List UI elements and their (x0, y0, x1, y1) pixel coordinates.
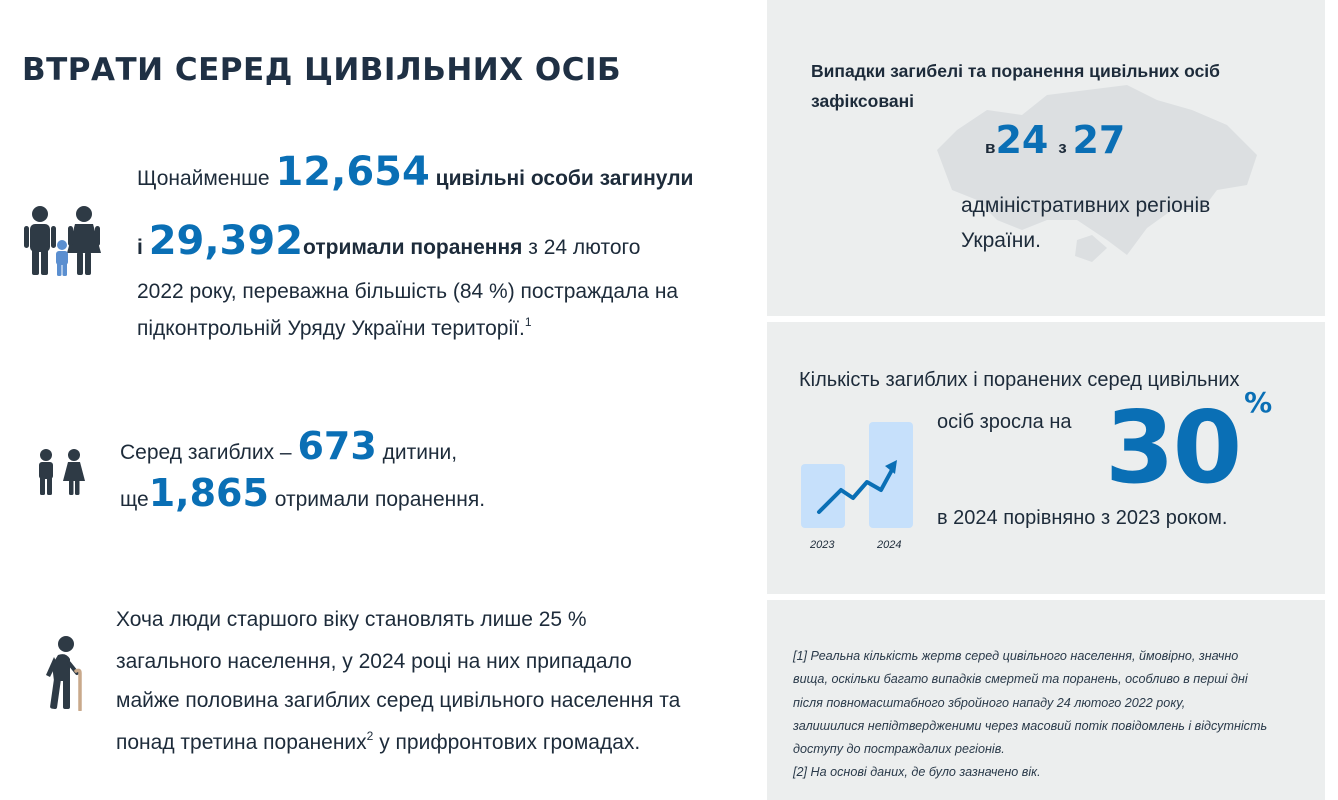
conjunction-text: і (137, 236, 143, 259)
footnote-1-line: після повномасштабного збройного нападу 24 лютого 2022 року, (793, 695, 1186, 710)
killed-count: 12,654 (275, 149, 430, 195)
killed-label: цивільні особи загинули (435, 167, 694, 190)
footnote-1-line: вища, оскільки багато випадків смертей та поранень, особливо в перші дні (793, 672, 1248, 687)
civilians-injured-line (137, 219, 640, 263)
regions-line4: України. (961, 229, 1041, 252)
children-icon (34, 448, 88, 498)
footnote-1-line: доступу до постраждалих регіонів. (793, 742, 1005, 757)
regions-heading-line2: зафіксовані (811, 91, 915, 111)
prefix-text: Щонайменше (137, 167, 270, 190)
children-injured-line (120, 472, 485, 514)
increase-percent (1105, 386, 1273, 506)
increase-line3: в 2024 порівняно з 2023 роком. (937, 507, 1228, 529)
page-title: ВТРАТИ СЕРЕД ЦИВІЛЬНИХ ОСІБ (22, 52, 622, 88)
children-prefix: Серед загиблих – (120, 441, 292, 464)
elderly-line4b: у прифронтових громадах. (379, 731, 641, 754)
footnote-2: [2] На основі даних, де було зазначено вік. (793, 765, 1041, 780)
regions-in-text: в (985, 138, 996, 157)
regions-line3: адміністративних регіонів (961, 194, 1211, 217)
children-prefix2: ще (120, 488, 149, 511)
children-killed-label: дитини, (382, 441, 458, 464)
block1-line3: 2022 року, переважна більшість (84 %) постраждала на (137, 280, 679, 303)
footnote-1-line: [1] Реальна кількість жертв серед цивільного населення, ймовірно, значно (793, 649, 1239, 663)
increase-panel (767, 322, 1325, 594)
block1-line4 (137, 315, 532, 341)
regions-panel (767, 0, 1325, 316)
increase-percent-sign: % (1244, 386, 1273, 419)
regions-heading-line1: Випадки загибелі та поранення цивільних осіб (811, 61, 1220, 81)
regions-of-text: з (1058, 138, 1067, 157)
civilians-killed-line (137, 150, 693, 194)
children-killed-count: 673 (297, 424, 377, 468)
footnote-1-line: залишилися непідтвердженими через масовий потік повідомлень і відсутність (793, 718, 1268, 733)
elderly-line4 (116, 729, 640, 755)
children-injured-label: отримали поранення. (274, 488, 486, 511)
block1-line4-text: підконтрольній Уряду України території. (137, 317, 525, 340)
footnotes (793, 645, 1293, 785)
regions-count: 24 (995, 118, 1049, 162)
regions-count-line (985, 118, 1125, 162)
growth-chart-icon (801, 420, 917, 530)
date-text: з 24 лютого (528, 236, 641, 259)
elderly-line4a: понад третина поранених (116, 731, 367, 754)
children-killed-line (120, 425, 457, 467)
regions-total: 27 (1072, 118, 1126, 162)
elderly-person-icon (40, 635, 86, 711)
increase-percent-value: 30 (1105, 389, 1241, 506)
elderly-line1: Хоча люди старшого віку становлять лише 25 % (116, 608, 587, 631)
elderly-line2: загального населення, у 2024 році на них припадало (116, 650, 632, 673)
family-icon (20, 205, 104, 277)
year-prev-label: 2023 (810, 539, 835, 551)
injured-label: отримали поранення (303, 236, 523, 259)
year-curr-label: 2024 (877, 539, 902, 551)
increase-line2: осіб зросла на (937, 411, 1072, 433)
injured-count: 29,392 (148, 218, 304, 264)
footnote-ref-2[interactable]: 2 (366, 729, 374, 743)
increase-line1: Кількість загиблих і поранених серед цивільних (799, 369, 1240, 391)
footnote-ref-1[interactable]: 1 (524, 315, 532, 329)
elderly-line3: майже половина загиблих серед цивільного населення та (116, 689, 681, 712)
children-injured-count: 1,865 (148, 471, 269, 515)
